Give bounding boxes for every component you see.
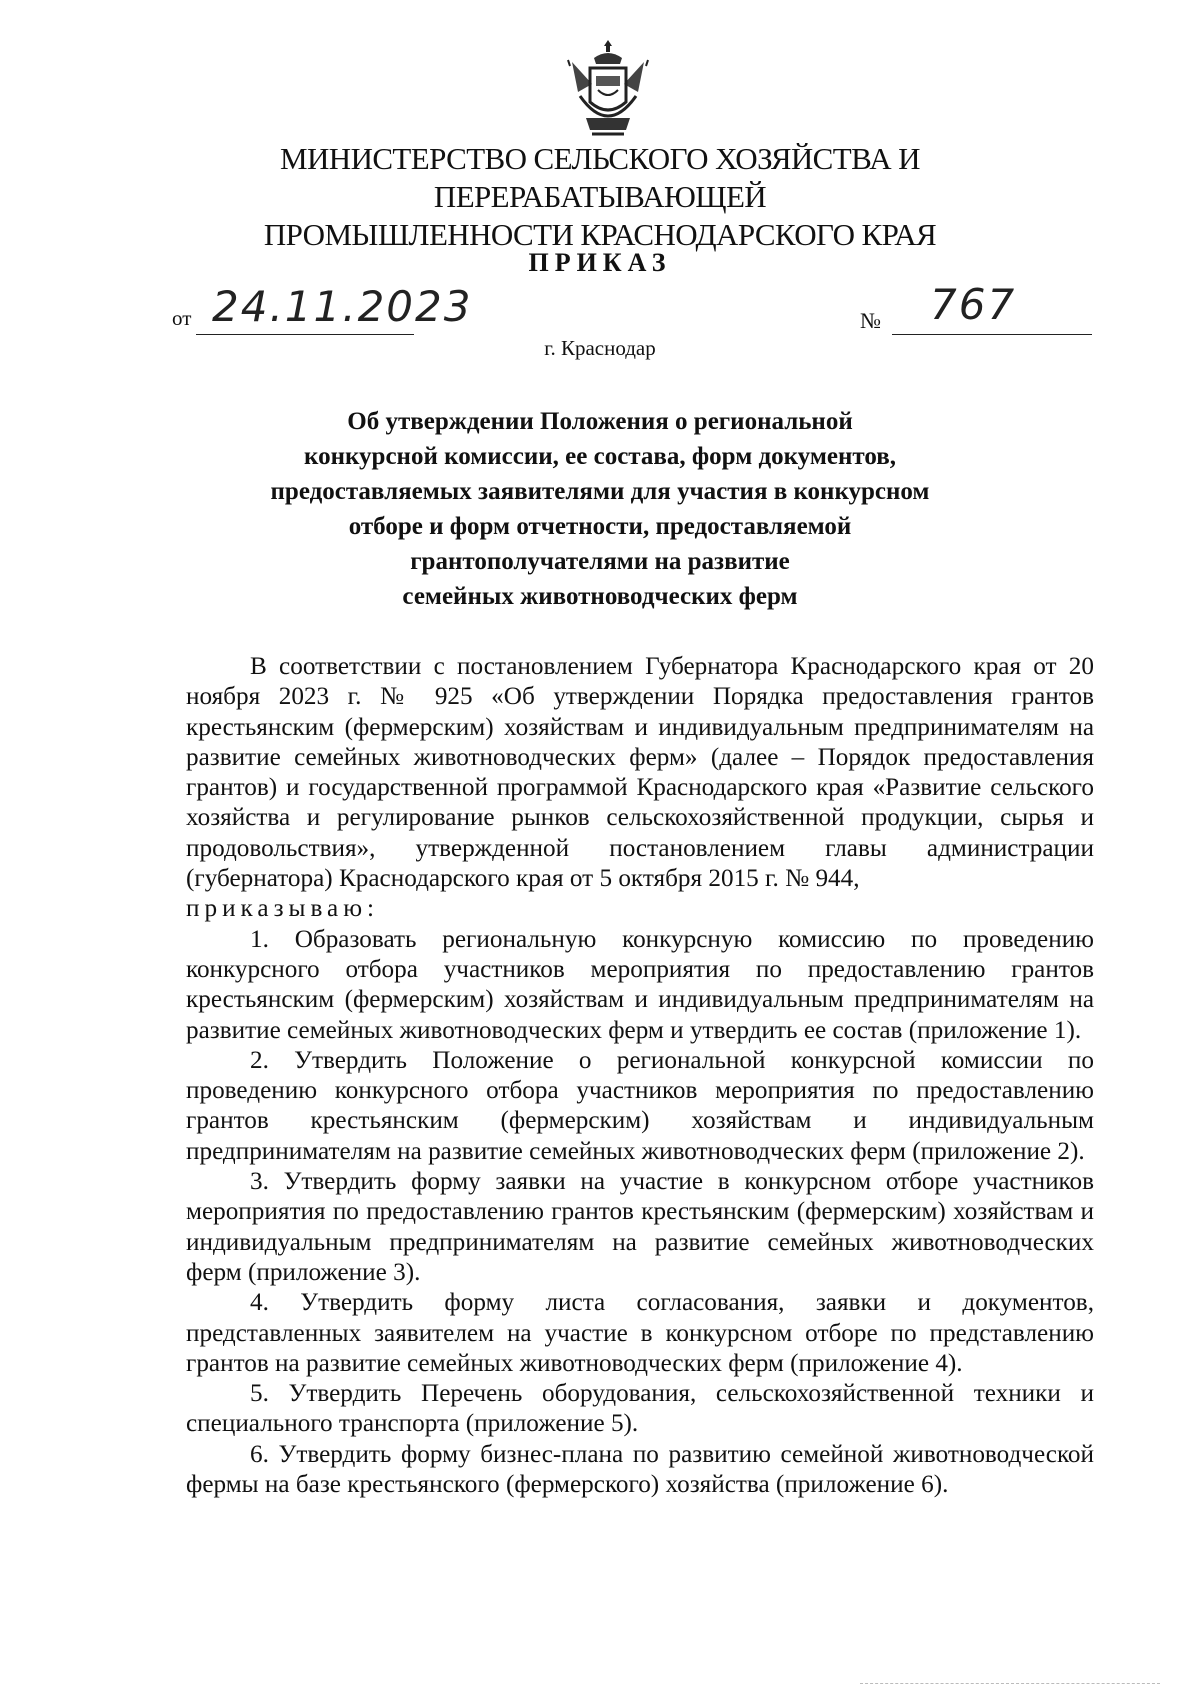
footer-divider bbox=[860, 1683, 1160, 1684]
ministry-name-line1: МИНИСТЕРСТВО СЕЛЬСКОГО ХОЗЯЙСТВА И ПЕРЕРАБАТЫВАЮЩЕЙ bbox=[280, 141, 920, 214]
order-item: 1. Образовать региональную конкурсную комиссию по проведению конкурсного отбора участников мероприятия по предоставлению грантов крестьянским (фермерским) хозяйствам и индивидуальным предпринимателям на развитие семейных животноводческих ферм и утвердить ее состав (приложение 1). bbox=[186, 925, 1094, 1044]
document-title: ПРИКАЗ bbox=[528, 248, 672, 277]
subject-line: Об утверждении Положения о региональной bbox=[347, 408, 853, 435]
order-date: 24.11.2023 bbox=[212, 282, 473, 331]
order-item: 6. Утвердить форму бизнес-плана по развитию семейной животноводческой фермы на базе крестьянского (фермерского) хозяйства (приложение 6). bbox=[186, 1440, 1094, 1499]
date-underline bbox=[196, 334, 414, 335]
preamble: В соответствии с постановлением Губернатора Краснодарского края от 20 ноября 2023 г. № 925 «Об утверждении Порядка предоставления грантов крестьянским (фермерским) хозяйствам и индивидуальным предпринимателям на развитие семейных животноводческих ферм» (далее – Порядок предоставления грантов) и государственной программой Краснодарского края «Развитие сельского хозяйства и регулирование рынков сельскохозяйственной продукции, сырья и продовольствия», утвержденной постановлением главы администрации (губернатора) Краснодарского края от 5 октября 2015 г. № 944, bbox=[186, 653, 1094, 893]
order-word: приказываю: bbox=[186, 895, 380, 923]
number-underline bbox=[892, 334, 1092, 335]
subject-line: конкурсной комиссии, ее состава, форм документов, bbox=[304, 443, 896, 470]
ministry-name bbox=[120, 140, 1080, 254]
order-item: 5. Утвердить Перечень оборудования, сельскохозяйственной техники и специального транспорта (приложение 5). bbox=[186, 1380, 1094, 1438]
order-item: 3. Утвердить форму заявки на участие в конкурсном отборе участников мероприятия по предоставлению грантов крестьянским (фермерским) хозяйствам и индивидуальным предпринимателям на развитие семейных животноводческих ферм (приложение 3). bbox=[186, 1168, 1094, 1286]
order-item: 2. Утвердить Положение о региональной конкурсной комиссии по проведению конкурсного отбора участников мероприятия по предоставлению грантов крестьянским (фермерским) хозяйствам и индивидуальным предпринимателям на развитие семейных животноводческих ферм (приложение 2). bbox=[186, 1046, 1094, 1165]
subject-line: семейных животноводческих ферм bbox=[402, 583, 798, 610]
order-number: 767 bbox=[930, 280, 1017, 329]
ministry-name-line2: ПРОМЫШЛЕННОСТИ КРАСНОДАРСКОГО КРАЯ bbox=[263, 217, 937, 252]
coat-of-arms-icon bbox=[560, 38, 656, 142]
date-label: от bbox=[172, 306, 192, 330]
city: г. Краснодар bbox=[544, 336, 656, 360]
subject-line: грантополучателями на развитие bbox=[410, 548, 790, 575]
subject-line: отборе и форм отчетности, предоставляемой bbox=[348, 513, 852, 540]
order-body bbox=[186, 652, 1094, 1500]
order-item: 4. Утвердить форму листа согласования, заявки и документов, представленных заявителем на участие в конкурсном отборе по представлению грантов на развитие семейных животноводческих ферм (приложение 4). bbox=[186, 1289, 1094, 1377]
order-subject bbox=[230, 404, 970, 614]
number-label: № bbox=[860, 308, 881, 333]
subject-line: предоставляемых заявителями для участия в конкурсном bbox=[270, 478, 930, 505]
